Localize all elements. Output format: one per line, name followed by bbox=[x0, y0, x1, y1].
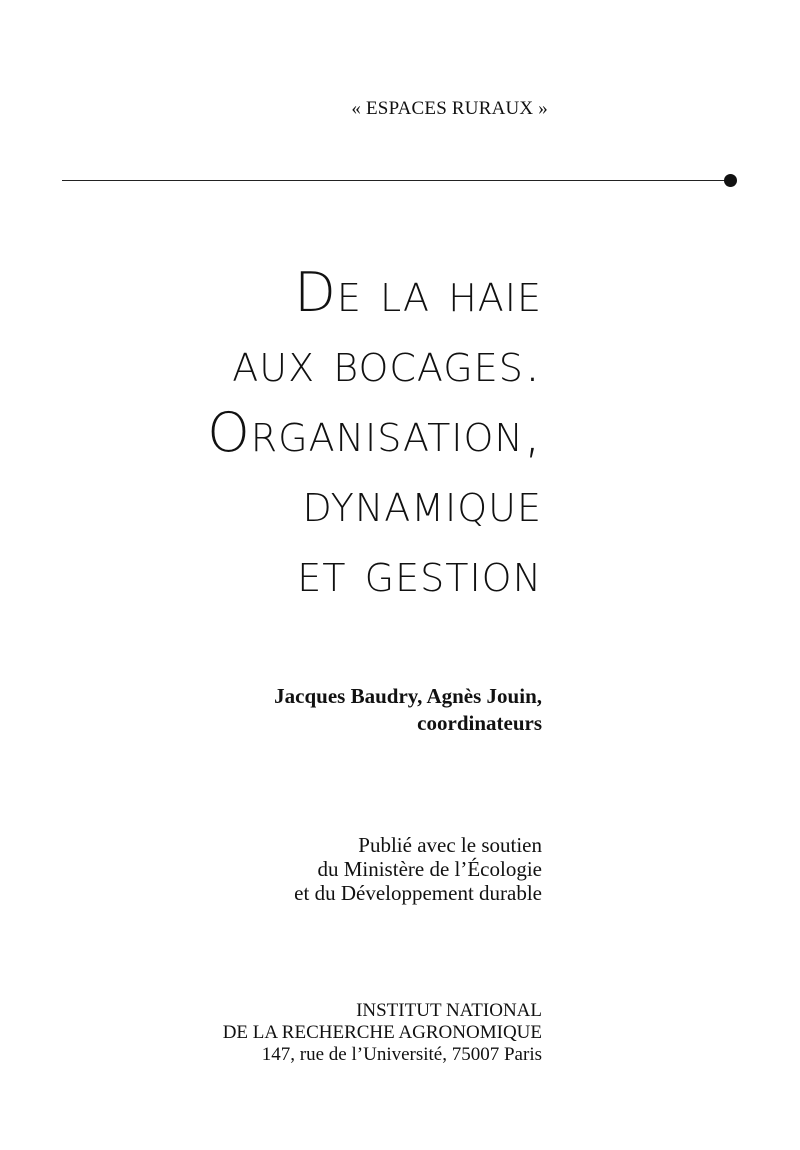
author-names: Jacques Baudry, Agnès Jouin, bbox=[274, 684, 542, 708]
title-line-3: Organisation, bbox=[207, 401, 542, 464]
support-line-1: Publié avec le soutien bbox=[358, 833, 542, 857]
publisher-address: 147, rue de l’Université, 75007 Paris bbox=[261, 1044, 542, 1065]
title-line-2: aux bocages. bbox=[232, 331, 542, 394]
publisher-line-2: DE LA RECHERCHE AGRONOMIQUE bbox=[222, 1022, 542, 1043]
support-line-3: et du Développement durable bbox=[294, 881, 542, 905]
horizontal-rule bbox=[62, 180, 728, 181]
title-line-1: De la haie bbox=[294, 261, 542, 324]
authors-block bbox=[274, 683, 542, 737]
rule-dot-ornament bbox=[724, 174, 737, 187]
publisher-line-1: INSTITUT NATIONAL bbox=[356, 1000, 542, 1021]
book-title bbox=[207, 258, 542, 608]
author-role: coordinateurs bbox=[417, 711, 542, 735]
title-line-4: dynamique bbox=[302, 471, 542, 534]
publisher-block bbox=[223, 1000, 542, 1066]
support-line-2: du Ministère de l’Écologie bbox=[317, 857, 542, 881]
support-notice bbox=[294, 833, 542, 905]
title-line-5: et gestion bbox=[297, 541, 542, 604]
series-title: « ESPACES RURAUX » bbox=[351, 98, 548, 119]
